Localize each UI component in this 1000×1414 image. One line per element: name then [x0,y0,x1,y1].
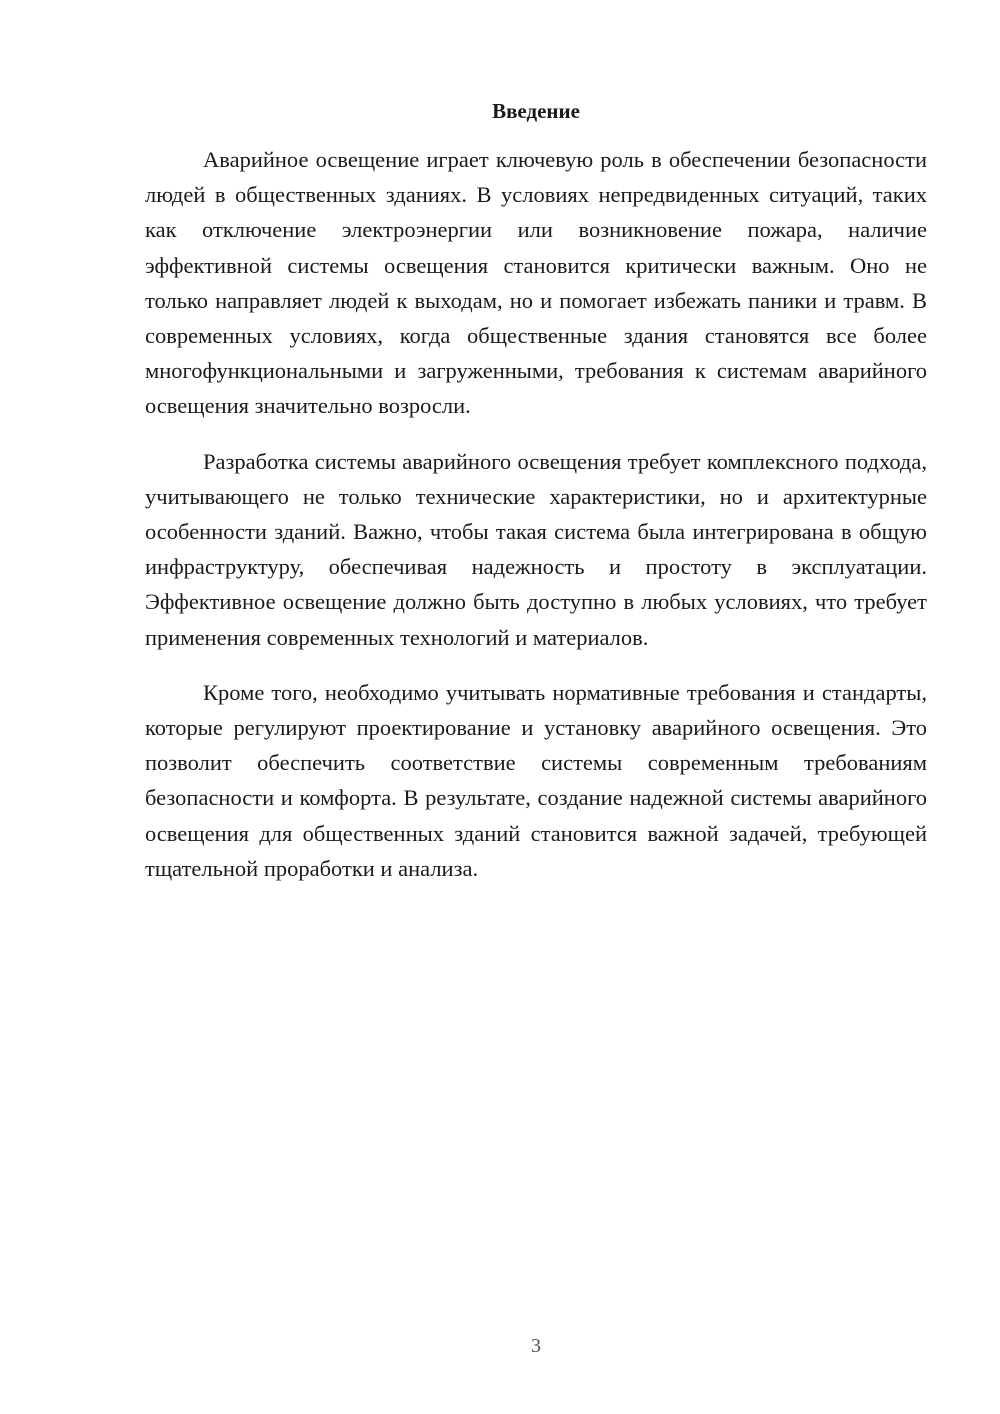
document-body [145,142,927,886]
paragraph-2: Разработка системы аварийного освещения требует комплексного подхода, учитывающего не только технические характеристики, но и архитектурные особенности зданий. Важно, чтобы такая система была интегрирована в общую инфраструктуру, обеспечивая надежность и простоту в эксплуатации. Эффективное освещение должно быть доступно в любых условиях, что требует применения современных технологий и материалов. [145,448,927,650]
paragraph-1: Аварийное освещение играет ключевую роль в обеспечении безопасности людей в общественных зданиях. В условиях непредвиденных ситуаций, таких как отключение электроэнергии или возникновение пожара, наличие эффективной системы освещения становится критически важным. Оно не только направляет людей к выходам, но и помогает избежать паники и травм. В современных условиях, когда общественные здания становятся все более многофункциональными и загруженными, требования к системам аварийного освещения значительно возросли. [145,147,927,419]
paragraph-3: Кроме того, необходимо учитывать нормативные требования и стандарты, которые регулируют проектирование и установку аварийного освещения. Это позволит обеспечить соответствие системы современным требованиям безопасности и комфорта. В результате, создание надежной системы аварийного освещения для общественных зданий становится важной задачей, требующей тщательной проработки и анализа. [145,679,927,881]
section-heading: Введение [492,99,580,123]
page-number: 3 [531,1335,541,1357]
